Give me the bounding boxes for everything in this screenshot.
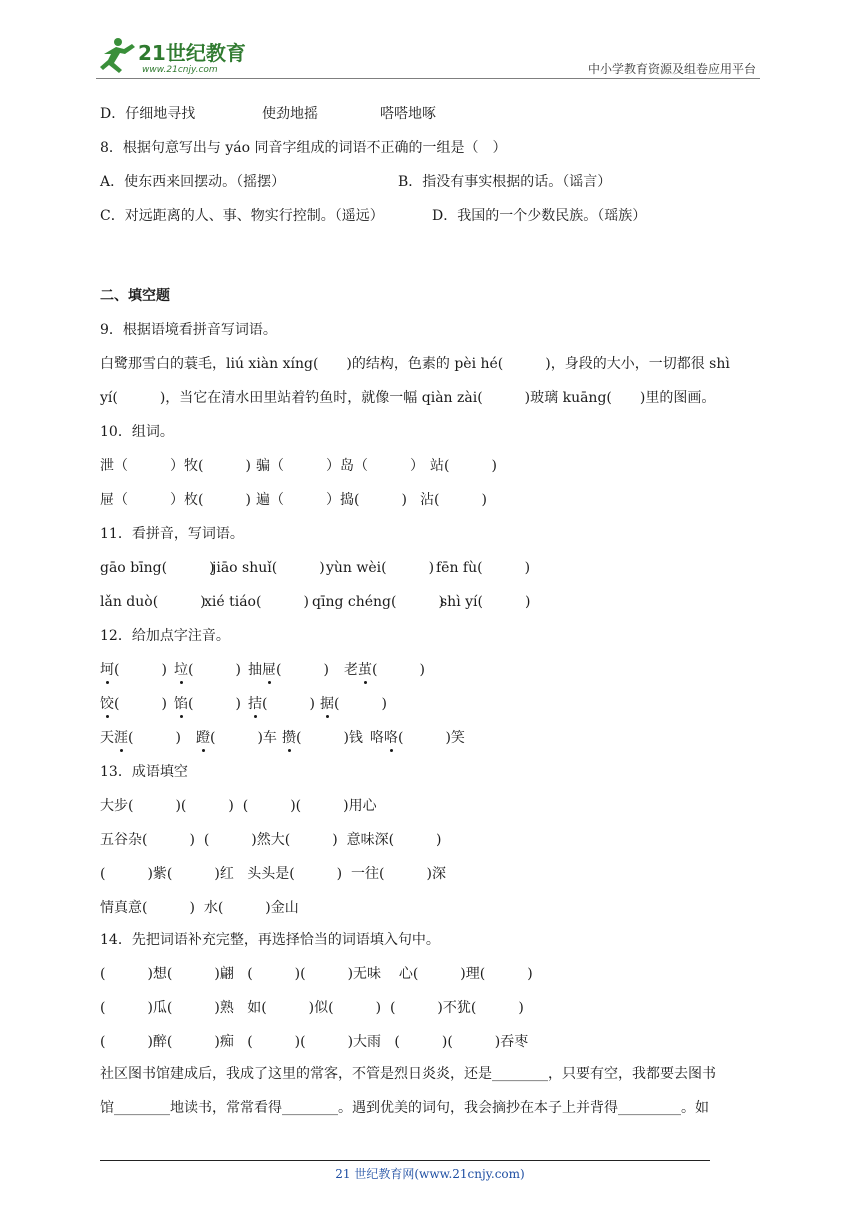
q14-line-2: ( )瓜( )熟 如( )似( ) ( )不犹( ): [100, 1000, 524, 1016]
dotted-char: 攒: [282, 730, 296, 746]
q11-item: jiāo shuǐ( ): [212, 560, 325, 576]
q13-stem: 13．成语填空: [100, 764, 188, 780]
q10-stem: 10．组词。: [100, 424, 174, 440]
q10-item: 牧( ): [184, 458, 251, 474]
dotted-char: 据: [320, 696, 334, 712]
q7-option-d-label: D．仔细地寻找: [100, 106, 196, 122]
q12-item: 抽屉( ): [248, 662, 329, 678]
q12-item: 坷( ): [100, 662, 167, 678]
q11-item: yùn wèi( ): [326, 560, 435, 576]
q11-item: xié tiáo( ): [204, 594, 309, 610]
q14-line-3: ( )醉( )痴 ( )( )大雨 ( )( )吞枣: [100, 1034, 529, 1050]
footer-divider: [100, 1160, 710, 1161]
svg-text:www.21cnjy.com: www.21cnjy.com: [142, 65, 218, 75]
q9-line-1: 白鹭那雪白的蓑毛，liú xiàn xíng( )的结构，色素的 pèi hé( )，身段的大小，一切都很 shì: [100, 356, 730, 372]
q11-item: gāo bīng( ): [100, 560, 215, 576]
header-divider: [96, 78, 760, 79]
q13-line-3: ( )紫( )红 头头是( ) 一往( )深: [100, 866, 446, 882]
q7-option-d-c: 嗒嗒地啄: [380, 106, 436, 122]
q12-item: 攒( )钱: [282, 730, 363, 746]
q10-item: 捣( ): [340, 492, 407, 508]
q12-item: 拮( ): [248, 696, 315, 712]
dotted-char: 涯: [114, 730, 128, 746]
q8-option-c: C．对远距离的人、事、物实行控制。（遥远）: [100, 208, 384, 224]
q14-line-1: ( )想( )翩 ( )( )无味 心( )理( ): [100, 966, 533, 982]
q9-stem: 9．根据语境看拼音写词语。: [100, 322, 277, 338]
q13-line-2: 五谷杂( ) ( )然大( ) 意味深( ): [100, 832, 442, 848]
q10-item: 屉（ ）: [100, 492, 184, 508]
q12-item: 饺( ): [100, 696, 167, 712]
q8-option-b: B．指没有事实根据的话。（谣言）: [398, 174, 612, 190]
q11-stem: 11．看拼音，写词语。: [100, 526, 244, 542]
platform-name: 中小学教育资源及组卷应用平台: [587, 62, 756, 76]
dotted-char: 茧: [358, 662, 372, 678]
dotted-char: 拮: [248, 696, 262, 712]
q12-stem: 12．给加点字注音。: [100, 628, 230, 644]
q14-paragraph-1: 社区图书馆建成后，我成了这里的常客，不管是烈日炎炎，还是________，只要有空，我都要去图书: [100, 1066, 716, 1082]
q11-item: fēn fù( ): [436, 560, 531, 576]
dotted-char: 咯: [384, 730, 398, 746]
q10-item: 站( ): [430, 458, 497, 474]
dotted-char: 坷: [100, 662, 114, 678]
q13-line-1: 大步( )( ) ( )( )用心: [100, 798, 377, 814]
logo-icon: [96, 36, 258, 78]
q11-item: lǎn duò( ): [100, 594, 206, 610]
section-title: 二、填空题: [100, 288, 170, 304]
q14-paragraph-2: 馆________地读书，常常看得________。遇到优美的词句，我会摘抄在本子上并背得_________。如: [100, 1100, 709, 1116]
q11-item: shì yí( ): [440, 594, 531, 610]
svg-text:21世纪教育: 21世纪教育: [138, 41, 246, 65]
q12-item: 蹬( )车: [196, 730, 277, 746]
q12-item: 天涯( ): [100, 730, 181, 746]
q10-item: 遍（ ）: [256, 492, 340, 508]
dotted-char: 馅: [174, 696, 188, 712]
q12-item: 老茧( ): [344, 662, 425, 678]
q13-line-4: 情真意( ) 水( )金山: [100, 900, 299, 916]
logo: [96, 36, 258, 78]
q12-item: 咯咯( )笑: [370, 730, 465, 746]
q10-item: 泄（ ）: [100, 458, 184, 474]
q8-option-d: D．我国的一个少数民族。（瑶族）: [432, 208, 647, 224]
q11-item: qīng chéng( ): [312, 594, 444, 610]
q10-item: 骗（ ）: [256, 458, 340, 474]
q14-stem: 14．先把词语补充完整，再选择恰当的词语填入句中。: [100, 932, 440, 948]
q7-option-d-b: 使劲地摇: [262, 106, 318, 122]
q12-item: 垃( ): [174, 662, 241, 678]
q10-item: 岛（ ）: [340, 458, 424, 474]
q10-item: 沾( ): [420, 492, 487, 508]
q8-stem: 8．根据句意写出与 yáo 同音字组成的词语不正确的一组是（ ）: [100, 140, 507, 156]
q8-option-a: A．使东西来回摆动。（摇摆）: [100, 174, 286, 190]
dotted-char: 屉: [262, 662, 276, 678]
q12-item: 馅( ): [174, 696, 241, 712]
q9-line-2: yí( )，当它在清水田里站着钓鱼时，就像一幅 qiàn zài( )玻璃 kuāng( )里的图画。: [100, 390, 716, 406]
q12-item: 据( ): [320, 696, 387, 712]
q10-item: 枚( ): [184, 492, 251, 508]
dotted-char: 蹬: [196, 730, 210, 746]
dotted-char: 垃: [174, 662, 188, 678]
dotted-char: 饺: [100, 696, 114, 712]
footer-source: 21 世纪教育网(www.21cnjy.com): [335, 1167, 525, 1181]
